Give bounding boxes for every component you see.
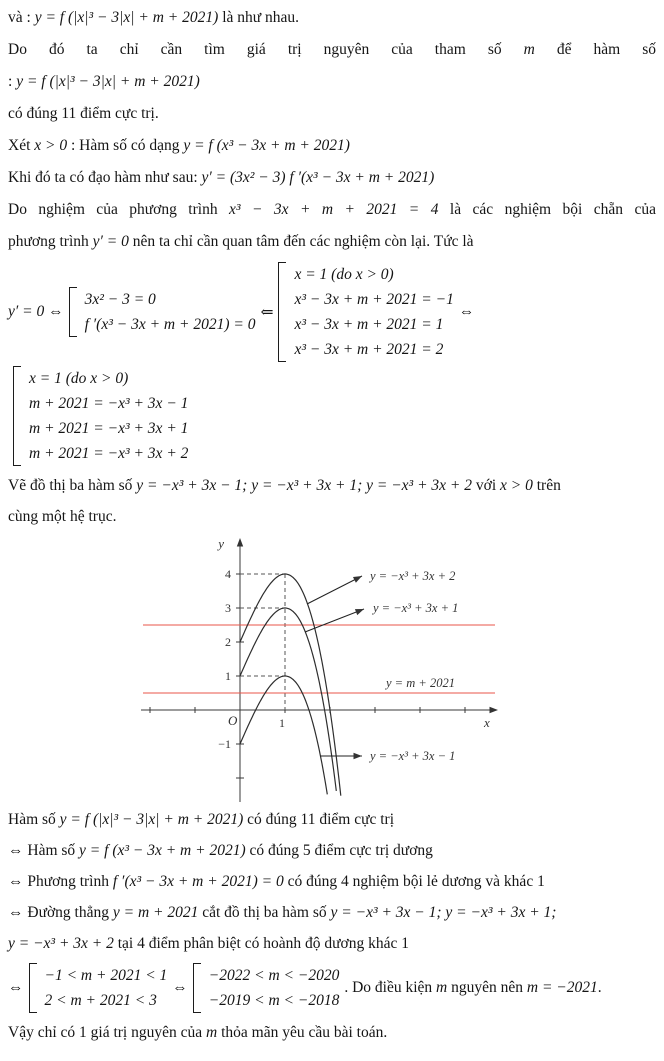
math-run: f ′(x³ − 3x + m + 2021) = 0: [112, 873, 284, 890]
cases-bracket-group: [69, 287, 256, 337]
cases-bracket-group: [29, 963, 168, 1013]
label-leader-arrow: [354, 753, 363, 759]
equation-row: x³ − 3x + m + 2021 = 2: [294, 341, 444, 358]
paragraph-case-x-positive: [8, 130, 656, 162]
paragraph-derivative: [8, 162, 656, 194]
function-graph-svg: [133, 532, 513, 804]
text-run: Vậy chỉ có 1 giá trị nguyên của: [8, 1024, 206, 1041]
text-run: ⇔: [172, 979, 188, 996]
text-run: là các nghiệm bội chẵn của: [438, 201, 656, 218]
math-run: y′ = 0: [92, 233, 129, 250]
text-run: . Do điều kiện: [344, 979, 437, 996]
text-run: Vẽ đồ thị ba hàm số: [8, 477, 137, 494]
left-square-bracket: [13, 366, 21, 466]
left-square-bracket: [278, 262, 286, 362]
equation-row: m + 2021 = −x³ + 3x + 1: [29, 420, 189, 437]
text-run: với: [472, 477, 501, 494]
label-leader-arrow: [355, 609, 364, 615]
system-connector: [260, 303, 273, 322]
hline-label-m-2021: y = m + 2021: [386, 676, 455, 690]
text-run: ⇔: [44, 303, 64, 320]
paragraph-11-extrema: [8, 98, 656, 130]
text-run: có đúng 11 điểm cực trị.: [8, 105, 159, 122]
math-run: x > 0: [500, 477, 533, 494]
x-axis-arrow: [490, 707, 499, 713]
label-leader-arrow: [353, 576, 362, 583]
math-run: m: [436, 979, 448, 996]
math-run: m: [206, 1024, 218, 1041]
function-graph-figure: [0, 532, 664, 804]
paragraph-find-m: [8, 34, 656, 66]
equation-row: 3x² − 3 = 0: [84, 291, 156, 308]
equation-row: −1 < m + 2021 < 1: [44, 967, 168, 984]
left-square-bracket: [69, 287, 77, 337]
text-run: là như nhau.: [218, 9, 300, 26]
y-axis-label: y: [218, 536, 224, 551]
y-tick-label: 4: [225, 567, 231, 581]
y-tick-label: 1: [225, 669, 231, 683]
text-run: ⇔ Hàm số: [8, 842, 80, 859]
text-run: ⇔ Đường thẳng: [8, 904, 113, 921]
equation-row: m + 2021 = −x³ + 3x + 2: [29, 445, 189, 462]
text-run: Xét: [8, 137, 35, 154]
text-run: nên ta chỉ cần quan tâm đến các nghiệm còn lại. Tức là: [128, 233, 474, 250]
text-run: Khi đó ta có đạo hàm như sau:: [8, 169, 202, 186]
label-leader-line: [307, 576, 362, 604]
equation-row: f ′(x³ − 3x + m + 2021) = 0: [84, 316, 256, 333]
equation-row: x = 1 (do x > 0): [29, 370, 129, 387]
system-connector: [172, 979, 188, 997]
y-tick-label: −1: [218, 737, 231, 751]
cubic-curve: [240, 676, 327, 794]
cases-rows: [85, 287, 256, 337]
y-axis-arrow: [237, 538, 243, 547]
math-run: y = f (|x|³ − 3|x| + m + 2021): [16, 73, 200, 90]
math-run: y = f (|x|³ − 3|x| + m + 2021): [59, 811, 244, 828]
cases-rows: [45, 963, 168, 1013]
text-run: trên: [532, 477, 561, 494]
cases-bracket-group: [278, 262, 453, 362]
paragraph-line-cuts-1: [8, 897, 656, 928]
math-run: y′ = (3x² − 3) f ′(x³ − 3x + m + 2021): [201, 169, 435, 186]
text-run: cùng một hệ trục.: [8, 508, 117, 525]
text-run: thỏa mãn yêu cầu bài toán.: [217, 1024, 388, 1041]
paragraph-conclusion-same: [8, 2, 656, 34]
curve-label-plus-1: y = −x³ + 3x + 1: [373, 601, 459, 615]
left-square-bracket: [29, 963, 37, 1013]
system-connector: [344, 979, 601, 997]
math-run: y = −x³ + 3x − 1; y = −x³ + 3x + 1;: [330, 904, 557, 921]
text-run: Hàm số: [8, 811, 60, 828]
math-run: y = f (|x|³ − 3|x| + m + 2021): [34, 9, 219, 26]
math-run: y = f (x³ − 3x + m + 2021): [183, 137, 350, 154]
equation-row: −2019 < m < −2018: [208, 992, 340, 1009]
text-run: Do nghiệm của phương trình: [8, 201, 230, 218]
text-run: có đúng 11 điểm cực trị: [243, 811, 395, 828]
paragraph-restate-11-extrema: [8, 804, 656, 835]
equation-row: x = 1 (do x > 0): [294, 266, 394, 283]
x-tick-label: 1: [279, 716, 285, 730]
equation-system-m-isolated: [8, 366, 656, 466]
curve-label-minus-1: y = −x³ + 3x − 1: [370, 749, 456, 763]
math-run: y = m + 2021: [112, 904, 199, 921]
text-run: ⇔: [8, 979, 24, 996]
x-axis-label: x: [484, 715, 490, 730]
y-tick-label: 2: [225, 635, 231, 649]
text-run: Do đó ta chỉ cần tìm giá trị nguyên của tham số: [8, 41, 524, 58]
text-run: .: [597, 979, 602, 996]
text-run: có đúng 5 điểm cực trị dương: [245, 842, 433, 859]
paragraph-5-positive-extrema: [8, 835, 656, 866]
paragraph-remaining-roots: [8, 226, 656, 258]
label-leader-line: [305, 609, 364, 632]
equation-row: 2 < m + 2021 < 3: [44, 992, 157, 1009]
cases-rows: [294, 262, 453, 362]
paragraph-draw-graphs-1: [8, 470, 656, 501]
origin-label: O: [228, 713, 238, 728]
math-run: x > 0: [34, 137, 68, 154]
cases-bracket-group: [13, 366, 188, 466]
paragraph-draw-graphs-2: [8, 501, 656, 532]
text-run: :: [8, 73, 17, 90]
text-run: : Hàm số có dạng: [67, 137, 184, 154]
equation-row: x³ − 3x + m + 2021 = 1: [294, 316, 444, 333]
cases-rows: [29, 366, 188, 466]
y-tick-label: 3: [225, 601, 231, 615]
text-run: tại 4 điểm phân biệt có hoành độ dương khác 1: [113, 935, 409, 952]
paragraph-line-cuts-2: [8, 928, 656, 959]
cubic-curve: [240, 574, 341, 796]
curve-label-plus-2: y = −x³ + 3x + 2: [370, 569, 456, 583]
system-connector: [459, 303, 475, 321]
cases-rows: [209, 963, 340, 1013]
text-run: cắt đồ thị ba hàm số: [198, 904, 331, 921]
text-run: nguyên nên: [447, 979, 527, 996]
paragraph-even-roots: [8, 194, 656, 226]
text-run: và :: [8, 9, 35, 26]
math-run: y = −x³ + 3x + 2: [8, 935, 114, 952]
equation-system-derivative-zero: [8, 262, 656, 362]
text-run: để hàm số: [534, 41, 656, 58]
paragraph-final-answer: [8, 1017, 656, 1048]
equation-row: −2022 < m < −2020: [208, 967, 340, 984]
math-run: y′ = 0: [8, 303, 45, 320]
math-run: m = −2021: [526, 979, 598, 996]
equation-row: x³ − 3x + m + 2021 = −1: [294, 291, 454, 308]
system-connector: [8, 979, 24, 997]
math-run: x³ − 3x + m + 2021 = 4: [229, 201, 439, 218]
math-run: y = f (x³ − 3x + m + 2021): [79, 842, 246, 859]
paragraph-function-repeat: [8, 66, 656, 98]
system-connector: [8, 303, 64, 321]
text-run: ⇔: [458, 303, 475, 320]
text-run: phương trình: [8, 233, 93, 250]
math-run: y = −x³ + 3x − 1; y = −x³ + 3x + 1; y = −x³ + 3x + 2: [136, 477, 472, 494]
paragraph-4-odd-roots: [8, 866, 656, 897]
text-run: ⇐: [260, 303, 274, 321]
text-run: ⇔ Phương trình: [8, 873, 113, 890]
equation-row: m + 2021 = −x³ + 3x − 1: [29, 395, 189, 412]
math-run: m: [523, 41, 535, 58]
equation-system-inequalities: [8, 963, 656, 1013]
cases-bracket-group: [193, 963, 340, 1013]
left-square-bracket: [193, 963, 201, 1013]
text-run: có đúng 4 nghiệm bội lẻ dương và khác 1: [283, 873, 545, 890]
